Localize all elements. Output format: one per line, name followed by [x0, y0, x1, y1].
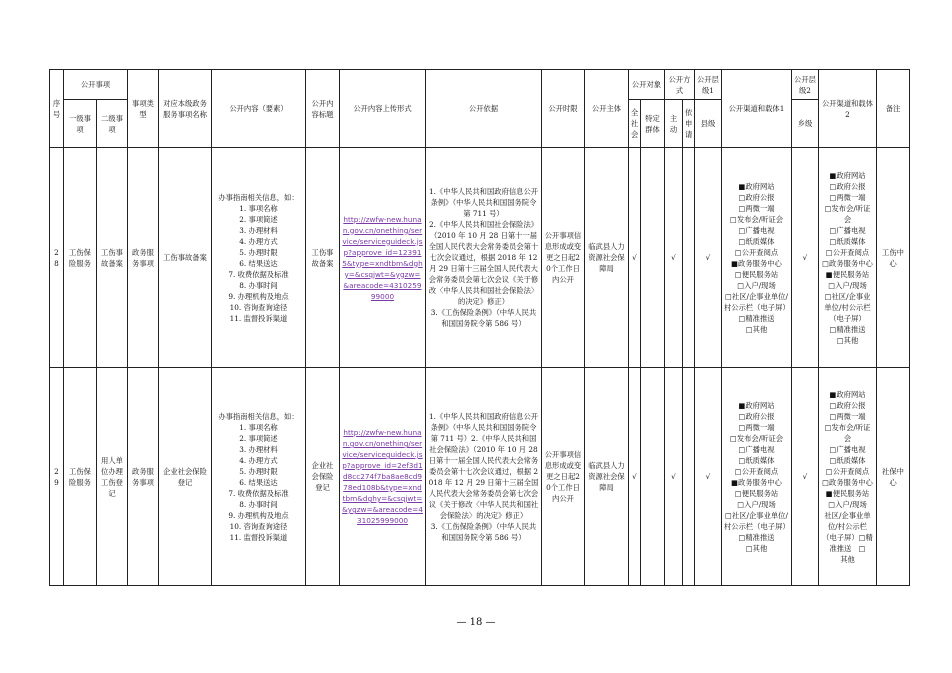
- header-type: 事项类型: [128, 70, 159, 148]
- header-target-group: 公开对象: [629, 70, 665, 100]
- row-level2: 工伤事故备案: [97, 148, 128, 368]
- header-upload-form: 公开内容上传形式: [340, 70, 426, 148]
- header-content-title: 公开内容标题: [306, 70, 340, 148]
- row-channel2: ■政府网站 □政府公报 □两微一端 □发布会/听证会 □广播电视 □纸质媒体 □公开查阅点 □政务服务中心 ■便民服务站 □入户/现场 社区/企事业单位/村公示栏（电子屏）□精准推送 □ 其他: [819, 368, 877, 586]
- row-subject: 临武县人力资源社会保障局: [585, 148, 629, 368]
- row-level1-county: √: [695, 148, 722, 368]
- header-method-request: 依申请: [683, 100, 695, 148]
- row-time-limit: 公开事项信息形成或变更之日起20个工作日内公开: [542, 368, 585, 586]
- row-time-limit: 公开事项信息形成或变更之日起20个工作日内公开: [542, 148, 585, 368]
- header-target-specific: 特定群体: [641, 100, 665, 148]
- row-level1-county: √: [695, 368, 722, 586]
- row-method-active: √: [665, 368, 683, 586]
- row-content: 办事指南相关信息，如： 1. 事项名称 2. 事项简述 3. 办理材料 4. 办理方式 5. 办理时限 6. 结果送达 7. 收费依据及标准 8. 办事时间 9. 办理机构及地点 10. 咨询查询途径 11. 监督投诉渠道: [212, 148, 306, 368]
- header-level2-group: 公开层级2: [792, 70, 819, 100]
- row-target-specific: [641, 368, 665, 586]
- header-time-limit: 公开时限: [542, 70, 585, 148]
- row-method-active: √: [665, 148, 683, 368]
- table-row: [50, 148, 910, 368]
- header-channel1: 公开渠道和载体1: [722, 70, 792, 148]
- header-subject: 公开主体: [585, 70, 629, 148]
- row-channel1: ■政府网站 □政府公报 □两微一端 □发布会/听证会 □广播电视 □纸质媒体 □公开查阅点 ■政务服务中心 □便民服务站 □入户/现场 □社区/企事业单位/村公示栏（电子屏） □精准推送 □其他: [722, 368, 792, 586]
- header-channel2: 公开渠道和载体2: [819, 70, 877, 148]
- row-level1: 工伤保险服务: [64, 368, 97, 586]
- row-method-request: [683, 368, 695, 586]
- row-level2-town: √: [792, 148, 819, 368]
- row-remark: 社保中心: [877, 368, 910, 586]
- row-subject: 临武县人力资源社会保障局: [585, 368, 629, 586]
- disclosure-table: [49, 69, 910, 586]
- table-row: [50, 368, 910, 586]
- header-seq: 序号: [50, 70, 64, 148]
- header-level1: 一级事项: [64, 100, 97, 148]
- row-target-all: √: [629, 368, 641, 586]
- row-target-specific: [641, 148, 665, 368]
- row-remark: 工伤中心: [877, 148, 910, 368]
- row-level2: 用人单位办理工伤登记: [97, 368, 128, 586]
- header-level2: 二级事项: [97, 100, 128, 148]
- header-basis: 公开依据: [426, 70, 542, 148]
- row-seq: 28: [50, 148, 64, 368]
- row-upload-link[interactable]: http://zwfw-new.hunan.gov.cn/onething/service/serviceguideck.jsp?approve_id=2ef3d1d8cc274f7ba8ae8cd978ed108b&type=xndtbm&dghy=&csqjwt=&ygzw=&areacode=431025999000: [340, 368, 426, 586]
- row-method-request: [683, 148, 695, 368]
- row-level2-town: √: [792, 368, 819, 586]
- row-basis: 1.《中华人民共和国政府信息公开条例》（中华人民共和国国务院令第 711 号） 2.《中华人民共和国社会保险法》（2010 年 10 月 28 日第十一届全国人民代表大会常务委员会第十七次会议通过，根据 2018 年 12 月 29 日第十三届全国人民代表大会常务委员会第七次会议《关于修改〈中华人民共和国社会保险法〉的决定》修正） 3.《工伤保险条例》（中华人民共和国国务院令第 586 号）: [426, 148, 542, 368]
- header-service-name: 对应本级政务服务事项名称: [159, 70, 212, 148]
- header-level2-town: 乡级: [792, 100, 819, 148]
- row-service-name: 工伤事故备案: [159, 148, 212, 368]
- row-target-all: √: [629, 148, 641, 368]
- row-channel2: ■政府网站 □政府公报 □两微一端 □发布会/听证会 □广播电视 □纸质媒体 □公开查阅点 □政务服务中心 ■便民服务站 □入户/现场 □社区/企事业单位/村公示栏（电子屏） □精准推送 □其他: [819, 148, 877, 368]
- row-basis: 1.《中华人民共和国政府信息公开条例》（中华人民共和国国务院令第 711 号）2.《中华人民共和国社会保险法》（2010 年 10 月 28 日第十一届全国人民代表大会常务委员会第十七次会议通过，根据 2018 年 12 月 29 日第十三届全国人民代表大会常务委员会第七次会议《关于修改〈中华人民共和国社会保险法〉的决定》修正） 3.《工伤保险条例》（中华人民共和国国务院令第 586 号）: [426, 368, 542, 586]
- row-upload-link[interactable]: http://zwfw-new.hunan.gov.cn/onething/service/serviceguideck.jsp?approve_id=123915&type=xndtbm&dghy=&csqjwt=&ygzw=&areacode=431025999000: [340, 148, 426, 368]
- header-level1-county: 县级: [695, 100, 722, 148]
- header-level1-group: 公开层级1: [695, 70, 722, 100]
- header-method-group: 公开方式: [665, 70, 695, 100]
- row-level1: 工伤保险服务: [64, 148, 97, 368]
- row-type: 政务服务事项: [128, 368, 159, 586]
- row-content: 办事指南相关信息，如： 1. 事项名称 2. 事项简述 3. 办理材料 4. 办理方式 5. 办理时限 6. 结果送达 7. 收费依据及标准 8. 办事时间 9. 办理机构及地点 10. 咨询查询途径 11. 监督投诉渠道: [212, 368, 306, 586]
- row-content-title: 工伤事故备案: [306, 148, 340, 368]
- row-seq: 29: [50, 368, 64, 586]
- header-method-active: 主动: [665, 100, 683, 148]
- header-remark: 备注: [877, 70, 910, 148]
- row-service-name: 企业社会保险登记: [159, 368, 212, 586]
- header-target-all: 全社会: [629, 100, 641, 148]
- row-type: 政务服务事项: [128, 148, 159, 368]
- header-content: 公开内容（要素）: [212, 70, 306, 148]
- row-channel1: ■政府网站 □政府公报 □两微一端 □发布会/听证会 □广播电视 □纸质媒体 □公开查阅点 ■政务服务中心 □便民服务站 □入户/现场 □社区/企事业单位/村公示栏（电子屏） □精准推送 □其他: [722, 148, 792, 368]
- row-content-title: 企业社会保险登记: [306, 368, 340, 586]
- page-number: — 18 —: [456, 617, 496, 628]
- header-item-group: 公开事项: [64, 70, 128, 100]
